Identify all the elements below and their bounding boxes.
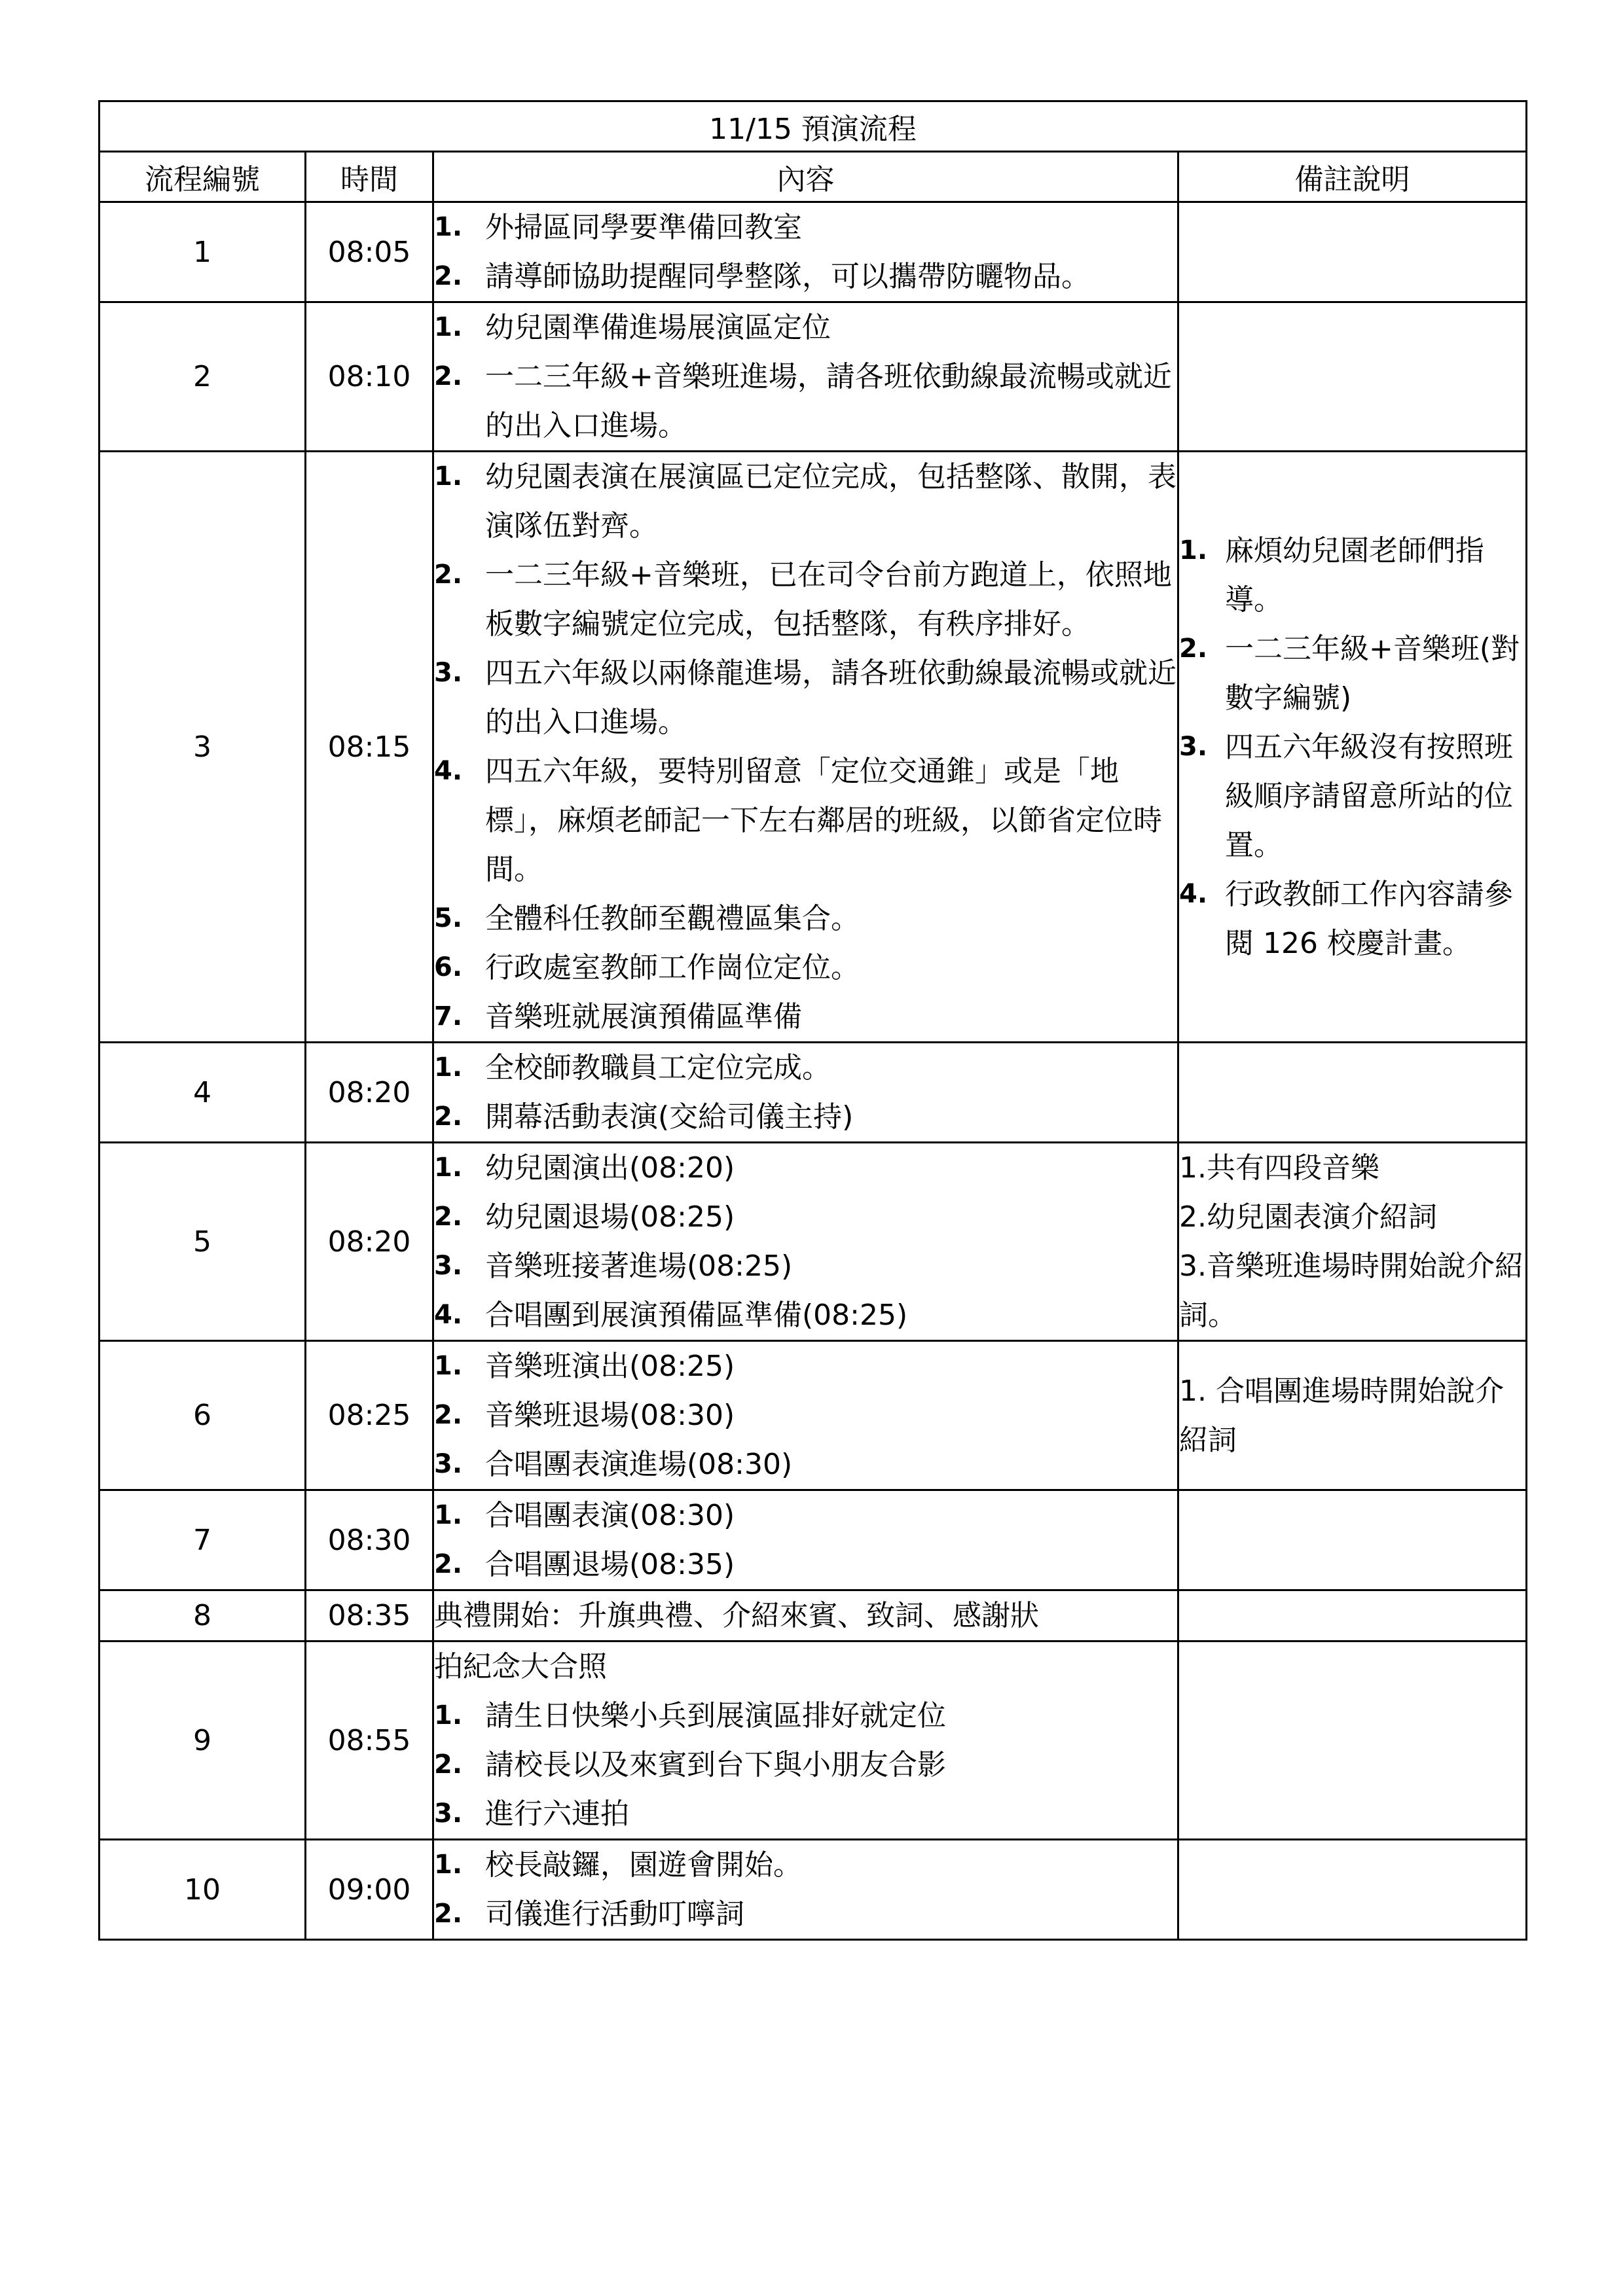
step-content: [433, 1641, 1178, 1840]
list-number: 2.: [434, 1749, 463, 1780]
content-list-item: [434, 203, 1177, 252]
content-list: [434, 203, 1177, 301]
content-list-item: [434, 747, 1177, 894]
step-time: 08:25: [306, 1341, 433, 1490]
content-list-item: [434, 649, 1177, 747]
step-number: 1: [100, 202, 306, 302]
step-note: [1178, 1641, 1527, 1840]
content-list: [434, 452, 1177, 1041]
list-number: 1.: [434, 1351, 463, 1381]
header-time: 時間: [306, 152, 433, 202]
step-note: [1178, 1840, 1527, 1940]
step-content: [433, 1840, 1178, 1940]
step-number: 9: [100, 1641, 306, 1840]
content-list: [434, 303, 1177, 450]
table-row: [100, 1840, 1527, 1940]
list-number: 3.: [434, 1449, 463, 1479]
list-number: 1.: [434, 1052, 463, 1083]
header-row: [100, 152, 1527, 202]
step-note: [1178, 1490, 1527, 1590]
list-item-text: 司儀進行活動叮嚀詞: [485, 1897, 744, 1931]
content-list-item: [434, 1092, 1177, 1141]
list-number: 2.: [434, 1549, 463, 1579]
list-number: 1.: [434, 312, 463, 342]
content-list-item: [434, 1043, 1177, 1092]
step-content: [433, 1043, 1178, 1143]
step-number: 3: [100, 452, 306, 1043]
content-list: [434, 1840, 1177, 1939]
rehearsal-schedule-table: [98, 100, 1527, 1941]
list-item-text: 音樂班退場(08:30): [485, 1399, 735, 1432]
note-line: 3.音樂班進場時開始說介紹詞。: [1179, 1249, 1523, 1332]
step-content: [433, 1490, 1178, 1590]
note-list-item: [1179, 526, 1525, 624]
list-item-text: 全校師教職員工定位完成。: [485, 1051, 831, 1085]
list-number: 3.: [1179, 731, 1208, 762]
note-item-text: 一二三年級+音樂班(對數字編號): [1225, 632, 1520, 715]
list-item-text: 音樂班演出(08:25): [485, 1350, 735, 1383]
table-row: [100, 1143, 1527, 1341]
list-item-text: 請導師協助提醒同學整隊，可以攜帶防曬物品。: [485, 260, 1090, 293]
content-list-item: [434, 1890, 1177, 1939]
note-list-item: [1179, 723, 1525, 870]
content-list-item: [434, 1789, 1177, 1839]
list-number: 3.: [434, 658, 463, 688]
list-item-text: 合唱團表演進場(08:30): [485, 1448, 793, 1481]
content-list-item: [434, 894, 1177, 943]
list-item-text: 音樂班接著進場(08:25): [485, 1249, 793, 1283]
list-item-text: 幼兒園準備進場展演區定位: [485, 311, 831, 344]
list-number: 1.: [1179, 535, 1208, 565]
list-item-text: 合唱團退場(08:35): [485, 1548, 735, 1581]
header-content: 內容: [433, 152, 1178, 202]
list-item-text: 行政處室教師工作崗位定位。: [485, 951, 860, 984]
step-number: 7: [100, 1490, 306, 1590]
content-list-item: [434, 992, 1177, 1041]
note-item-text: 行政教師工作內容請參閱 126 校慶計畫。: [1225, 877, 1513, 960]
note-text-block: [1179, 1367, 1525, 1465]
note-item-text: 四五六年級沒有按照班級順序請留意所站的位置。: [1225, 730, 1513, 862]
content-lead-text: 典禮開始：升旗典禮、介紹來賓、致詞、感謝狀: [434, 1599, 1039, 1632]
step-content: [433, 452, 1178, 1043]
list-item-text: 合唱團到展演預備區準備(08:25): [485, 1299, 908, 1332]
content-list: [434, 1043, 1177, 1141]
table-row: [100, 1341, 1527, 1490]
list-number: 2.: [434, 1400, 463, 1430]
list-number: 3.: [434, 1799, 463, 1829]
list-item-text: 四五六年級，要特別留意「定位交通錐」或是「地標」，麻煩老師記一下左右鄰居的班級，以節省定位時間。: [485, 755, 1162, 886]
note-list-item: [1179, 624, 1525, 723]
list-number: 1.: [434, 461, 463, 492]
list-item-text: 進行六連拍: [485, 1797, 629, 1831]
step-note: [1178, 1143, 1527, 1341]
table-title: 11/15 預演流程: [100, 101, 1527, 152]
step-number: 4: [100, 1043, 306, 1143]
table-row: [100, 1641, 1527, 1840]
content-list-item: [434, 1840, 1177, 1890]
step-time: 08:15: [306, 452, 433, 1043]
list-number: 1.: [434, 1500, 463, 1530]
list-number: 4.: [1179, 878, 1208, 909]
step-note: [1178, 1590, 1527, 1641]
list-number: 2.: [434, 560, 463, 590]
list-number: 3.: [434, 1251, 463, 1281]
content-list: [434, 1491, 1177, 1589]
note-text-block: [1179, 1143, 1525, 1340]
step-number: 8: [100, 1590, 306, 1641]
list-number: 5.: [434, 903, 463, 933]
list-item-text: 音樂班就展演預備區準備: [485, 1000, 802, 1033]
step-time: 08:10: [306, 302, 433, 452]
step-number: 10: [100, 1840, 306, 1940]
note-line: 2.幼兒園表演介紹詞: [1179, 1200, 1437, 1234]
list-item-text: 幼兒園表演在展演區已定位完成，包括整隊、散開，表演隊伍對齊。: [485, 460, 1176, 543]
content-list-item: [434, 1691, 1177, 1740]
content-list-item: [434, 1391, 1177, 1440]
step-time: 09:00: [306, 1840, 433, 1940]
content-list-item: [434, 1491, 1177, 1540]
list-number: 2.: [434, 261, 463, 291]
list-number: 4.: [434, 756, 463, 786]
step-time: 08:30: [306, 1490, 433, 1590]
step-note: [1178, 1341, 1527, 1490]
list-item-text: 請生日快樂小兵到展演區排好就定位: [485, 1699, 946, 1732]
list-number: 2.: [434, 1102, 463, 1132]
step-number: 2: [100, 302, 306, 452]
step-note: [1178, 1043, 1527, 1143]
list-item-text: 一二三年級+音樂班，已在司令台前方跑道上，依照地板數字編號定位完成，包括整隊，有秩序排好。: [485, 558, 1172, 641]
content-list: [434, 1342, 1177, 1489]
step-time: 08:05: [306, 202, 433, 302]
step-note: [1178, 452, 1527, 1043]
content-list-item: [434, 550, 1177, 649]
list-item-text: 合唱團表演(08:30): [485, 1499, 735, 1532]
note-item-text: 麻煩幼兒園老師們指導。: [1225, 533, 1484, 617]
list-item-text: 校長敲鑼，園遊會開始。: [485, 1848, 802, 1882]
table-row: [100, 452, 1527, 1043]
list-item-text: 全體科任教師至觀禮區集合。: [485, 902, 860, 935]
list-item-text: 開幕活動表演(交給司儀主持): [485, 1100, 854, 1134]
content-list-item: [434, 1342, 1177, 1391]
list-item-text: 四五六年級以兩條龍進場，請各班依動線最流暢或就近的出入口進場。: [485, 656, 1176, 739]
list-number: 7.: [434, 1001, 463, 1031]
list-number: 2.: [434, 361, 463, 391]
table-row: [100, 1043, 1527, 1143]
note-list: [1179, 526, 1525, 968]
step-time: 08:55: [306, 1641, 433, 1840]
note-line: 1. 合唱團進場時開始說介紹詞: [1179, 1374, 1504, 1457]
step-number: 6: [100, 1341, 306, 1490]
table-row: [100, 302, 1527, 452]
content-list-item: [434, 452, 1177, 550]
step-content: [433, 1341, 1178, 1490]
list-number: 4.: [434, 1300, 463, 1330]
list-item-text: 一二三年級+音樂班進場，請各班依動線最流暢或就近的出入口進場。: [485, 360, 1172, 442]
content-list-item: [434, 252, 1177, 301]
list-number: 2.: [434, 1899, 463, 1929]
step-time: 08:20: [306, 1043, 433, 1143]
step-note: [1178, 302, 1527, 452]
list-number: 2.: [1179, 633, 1208, 664]
list-item-text: 請校長以及來賓到台下與小朋友合影: [485, 1748, 946, 1782]
title-row: [100, 101, 1527, 152]
list-item-text: 外掃區同學要準備回教室: [485, 211, 802, 244]
list-item-text: 幼兒園退場(08:25): [485, 1200, 735, 1234]
content-list: [434, 1143, 1177, 1340]
content-list-item: [434, 1143, 1177, 1193]
note-line: 1.共有四段音樂: [1179, 1151, 1379, 1185]
header-no: 流程編號: [100, 152, 306, 202]
list-number: 1.: [434, 1153, 463, 1183]
list-number: 6.: [434, 952, 463, 982]
table-row: [100, 1490, 1527, 1590]
step-number: 5: [100, 1143, 306, 1341]
note-list-item: [1179, 870, 1525, 968]
table-row: [100, 202, 1527, 302]
list-number: 1.: [434, 212, 463, 242]
step-time: 08:20: [306, 1143, 433, 1341]
list-number: 1.: [434, 1850, 463, 1880]
content-lead-text: 拍紀念大合照: [434, 1650, 607, 1683]
header-note: 備註說明: [1178, 152, 1527, 202]
content-list-item: [434, 352, 1177, 450]
step-time: 08:35: [306, 1590, 433, 1641]
step-content: [433, 302, 1178, 452]
step-content: [433, 202, 1178, 302]
content-list-item: [434, 1440, 1177, 1489]
step-content: [433, 1590, 1178, 1641]
step-content: [433, 1143, 1178, 1341]
content-list-item: [434, 1291, 1177, 1340]
list-number: 2.: [434, 1202, 463, 1232]
content-list-item: [434, 303, 1177, 352]
document-page: [98, 100, 1525, 1941]
content-list-item: [434, 1540, 1177, 1589]
step-note: [1178, 202, 1527, 302]
content-list-item: [434, 1242, 1177, 1291]
content-list: [434, 1691, 1177, 1839]
list-number: 1.: [434, 1700, 463, 1731]
table-row: [100, 1590, 1527, 1641]
content-list-item: [434, 1740, 1177, 1789]
content-list-item: [434, 943, 1177, 992]
list-item-text: 幼兒園演出(08:20): [485, 1151, 735, 1185]
content-list-item: [434, 1193, 1177, 1242]
